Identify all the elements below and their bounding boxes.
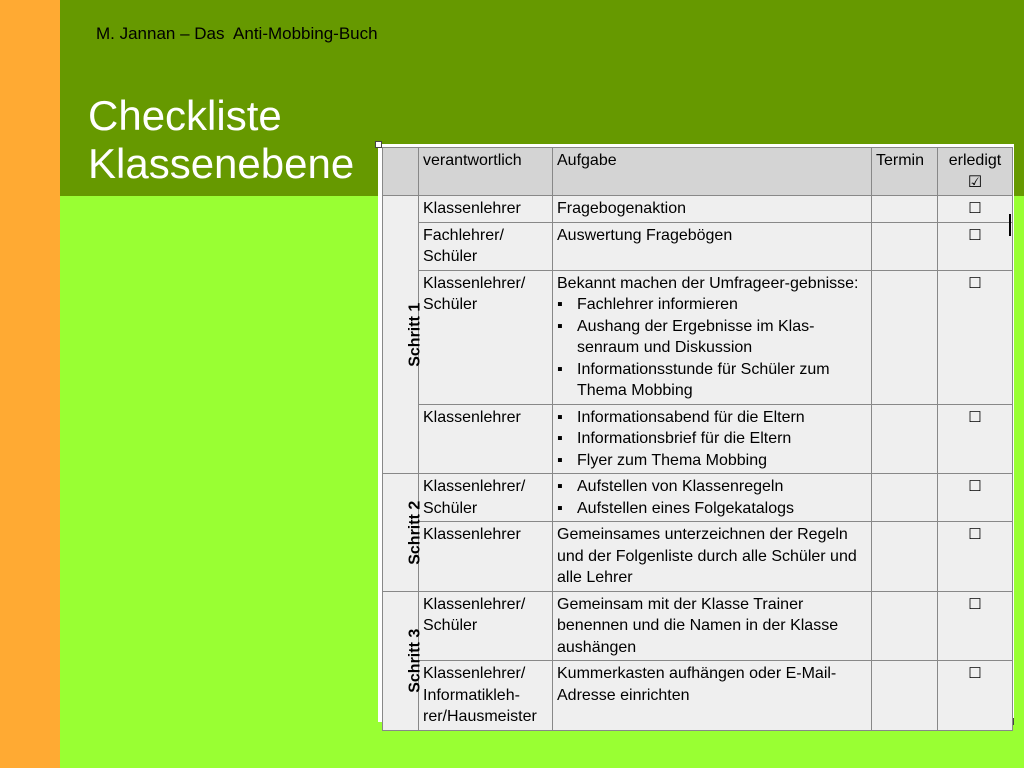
slide-title [88, 92, 354, 188]
cell-termin [872, 474, 938, 522]
table-header-row [383, 148, 1013, 196]
task-bullet: ▪ Aufstellen eines Folgekatalogs [577, 498, 867, 520]
task-bullet-list [557, 294, 867, 402]
checkbox-icon[interactable]: ☐ [968, 665, 982, 682]
cell-termin [872, 591, 938, 661]
checkbox-icon[interactable]: ☐ [968, 274, 982, 292]
cell-erledigt [938, 222, 1013, 270]
checklist-table [382, 147, 1013, 731]
task-bullet: ▪ Flyer zum Thema Mobbing [577, 450, 867, 472]
cell-verantwortlich: Klassenlehrer/ Schüler [419, 270, 553, 404]
cell-termin [872, 404, 938, 474]
task-bullet: ▪ Aushang der Ergebnisse im Klas-senraum und Diskussion [577, 316, 867, 359]
table-row [383, 270, 1013, 404]
table-row [383, 404, 1013, 474]
cell-erledigt [938, 474, 1013, 522]
task-bullet: ▪ Informationsbrief für die Eltern [577, 428, 867, 450]
step-label: Schritt 3 [406, 628, 424, 693]
selection-handle [375, 141, 382, 148]
left-accent-strip [0, 0, 60, 768]
checkbox-icon[interactable]: ☐ [968, 408, 982, 426]
table-row [383, 222, 1013, 270]
header-aufgabe: Aufgabe [553, 148, 872, 196]
cell-aufgabe: Gemeinsam mit der Klasse Trainer benennen und die Namen in der Klasse aushängen [553, 591, 872, 661]
cell-erledigt [938, 404, 1013, 474]
cell-aufgabe: Fragebogenaktion [553, 196, 872, 223]
task-bullet: ▪ Fachlehrer informieren [577, 294, 867, 316]
cell-erledigt [938, 661, 1013, 731]
title-line-1: Checkliste [88, 92, 282, 139]
checkbox-icon[interactable]: ☐ [968, 200, 982, 217]
cell-verantwortlich: Klassenlehrer/ Schüler [419, 474, 553, 522]
step-label: Schritt 1 [406, 302, 424, 367]
task-bullet: ▪ Aufstellen von Klassenregeln [577, 476, 867, 498]
cell-verantwortlich: Klassenlehrer/ Informatikleh-rer/Hausmeister [419, 661, 553, 731]
cell-verantwortlich: Klassenlehrer [419, 196, 553, 223]
cell-termin [872, 522, 938, 592]
header-termin: Termin [872, 148, 938, 196]
step-label: Schritt 2 [406, 500, 424, 565]
task-bullet-list [557, 407, 867, 472]
table-row [383, 591, 1013, 661]
task-bullet-list [557, 476, 867, 519]
checked-box-icon: ☑ [967, 173, 983, 191]
cell-termin [872, 222, 938, 270]
task-bullet: ▪ Informationsabend für die Eltern [577, 407, 867, 429]
cell-termin [872, 196, 938, 223]
cell-aufgabe: Gemeinsames unterzeichnen der Regeln und der Folgenliste durch alle Schüler und alle Lehrer [553, 522, 872, 592]
checkbox-icon[interactable]: ☐ [968, 478, 982, 495]
cell-verantwortlich: Klassenlehrer/ Schüler [419, 591, 553, 661]
table-row [383, 474, 1013, 522]
table-row [383, 196, 1013, 223]
text-cursor-mark [1009, 214, 1011, 236]
cell-verantwortlich: Klassenlehrer [419, 404, 553, 474]
checkbox-icon[interactable]: ☐ [968, 226, 982, 244]
cell-aufgabe: Kummerkasten aufhängen oder E-Mail-Adresse einrichten [553, 661, 872, 731]
cell-aufgabe [553, 270, 872, 404]
cell-erledigt [938, 591, 1013, 661]
step-cell [383, 591, 424, 730]
checkbox-icon[interactable]: ☐ [968, 595, 982, 613]
cell-aufgabe [553, 404, 872, 474]
title-line-2: Klassenebene [88, 140, 355, 187]
task-bullet: ▪ Informationsstunde für Schüler zum Thema Mobbing [577, 359, 867, 402]
step-cell [383, 196, 424, 474]
cell-erledigt [938, 196, 1013, 223]
cell-erledigt [938, 270, 1013, 404]
header-erledigt [938, 148, 1013, 196]
cell-erledigt [938, 522, 1013, 592]
cell-verantwortlich: Klassenlehrer [419, 522, 553, 592]
task-text: Bekannt machen der Umfrageer-gebnisse: [557, 274, 859, 292]
checkbox-icon[interactable]: ☐ [968, 526, 982, 543]
cell-verantwortlich: Fachlehrer/ Schüler [419, 222, 553, 270]
cell-aufgabe [553, 474, 872, 522]
header-verantwortlich: verantwortlich [419, 148, 553, 196]
cell-aufgabe: Auswertung Fragebögen [553, 222, 872, 270]
step-cell [383, 474, 424, 592]
slide-subtitle: M. Jannan – Das Anti-Mobbing-Buch [96, 24, 378, 43]
checklist-table-frame [378, 144, 1014, 725]
table-row [383, 522, 1013, 592]
cell-termin [872, 661, 938, 731]
header-step [383, 148, 419, 196]
cell-termin [872, 270, 938, 404]
table-row [383, 661, 1013, 731]
header-erledigt-label: erledigt [948, 152, 1002, 169]
